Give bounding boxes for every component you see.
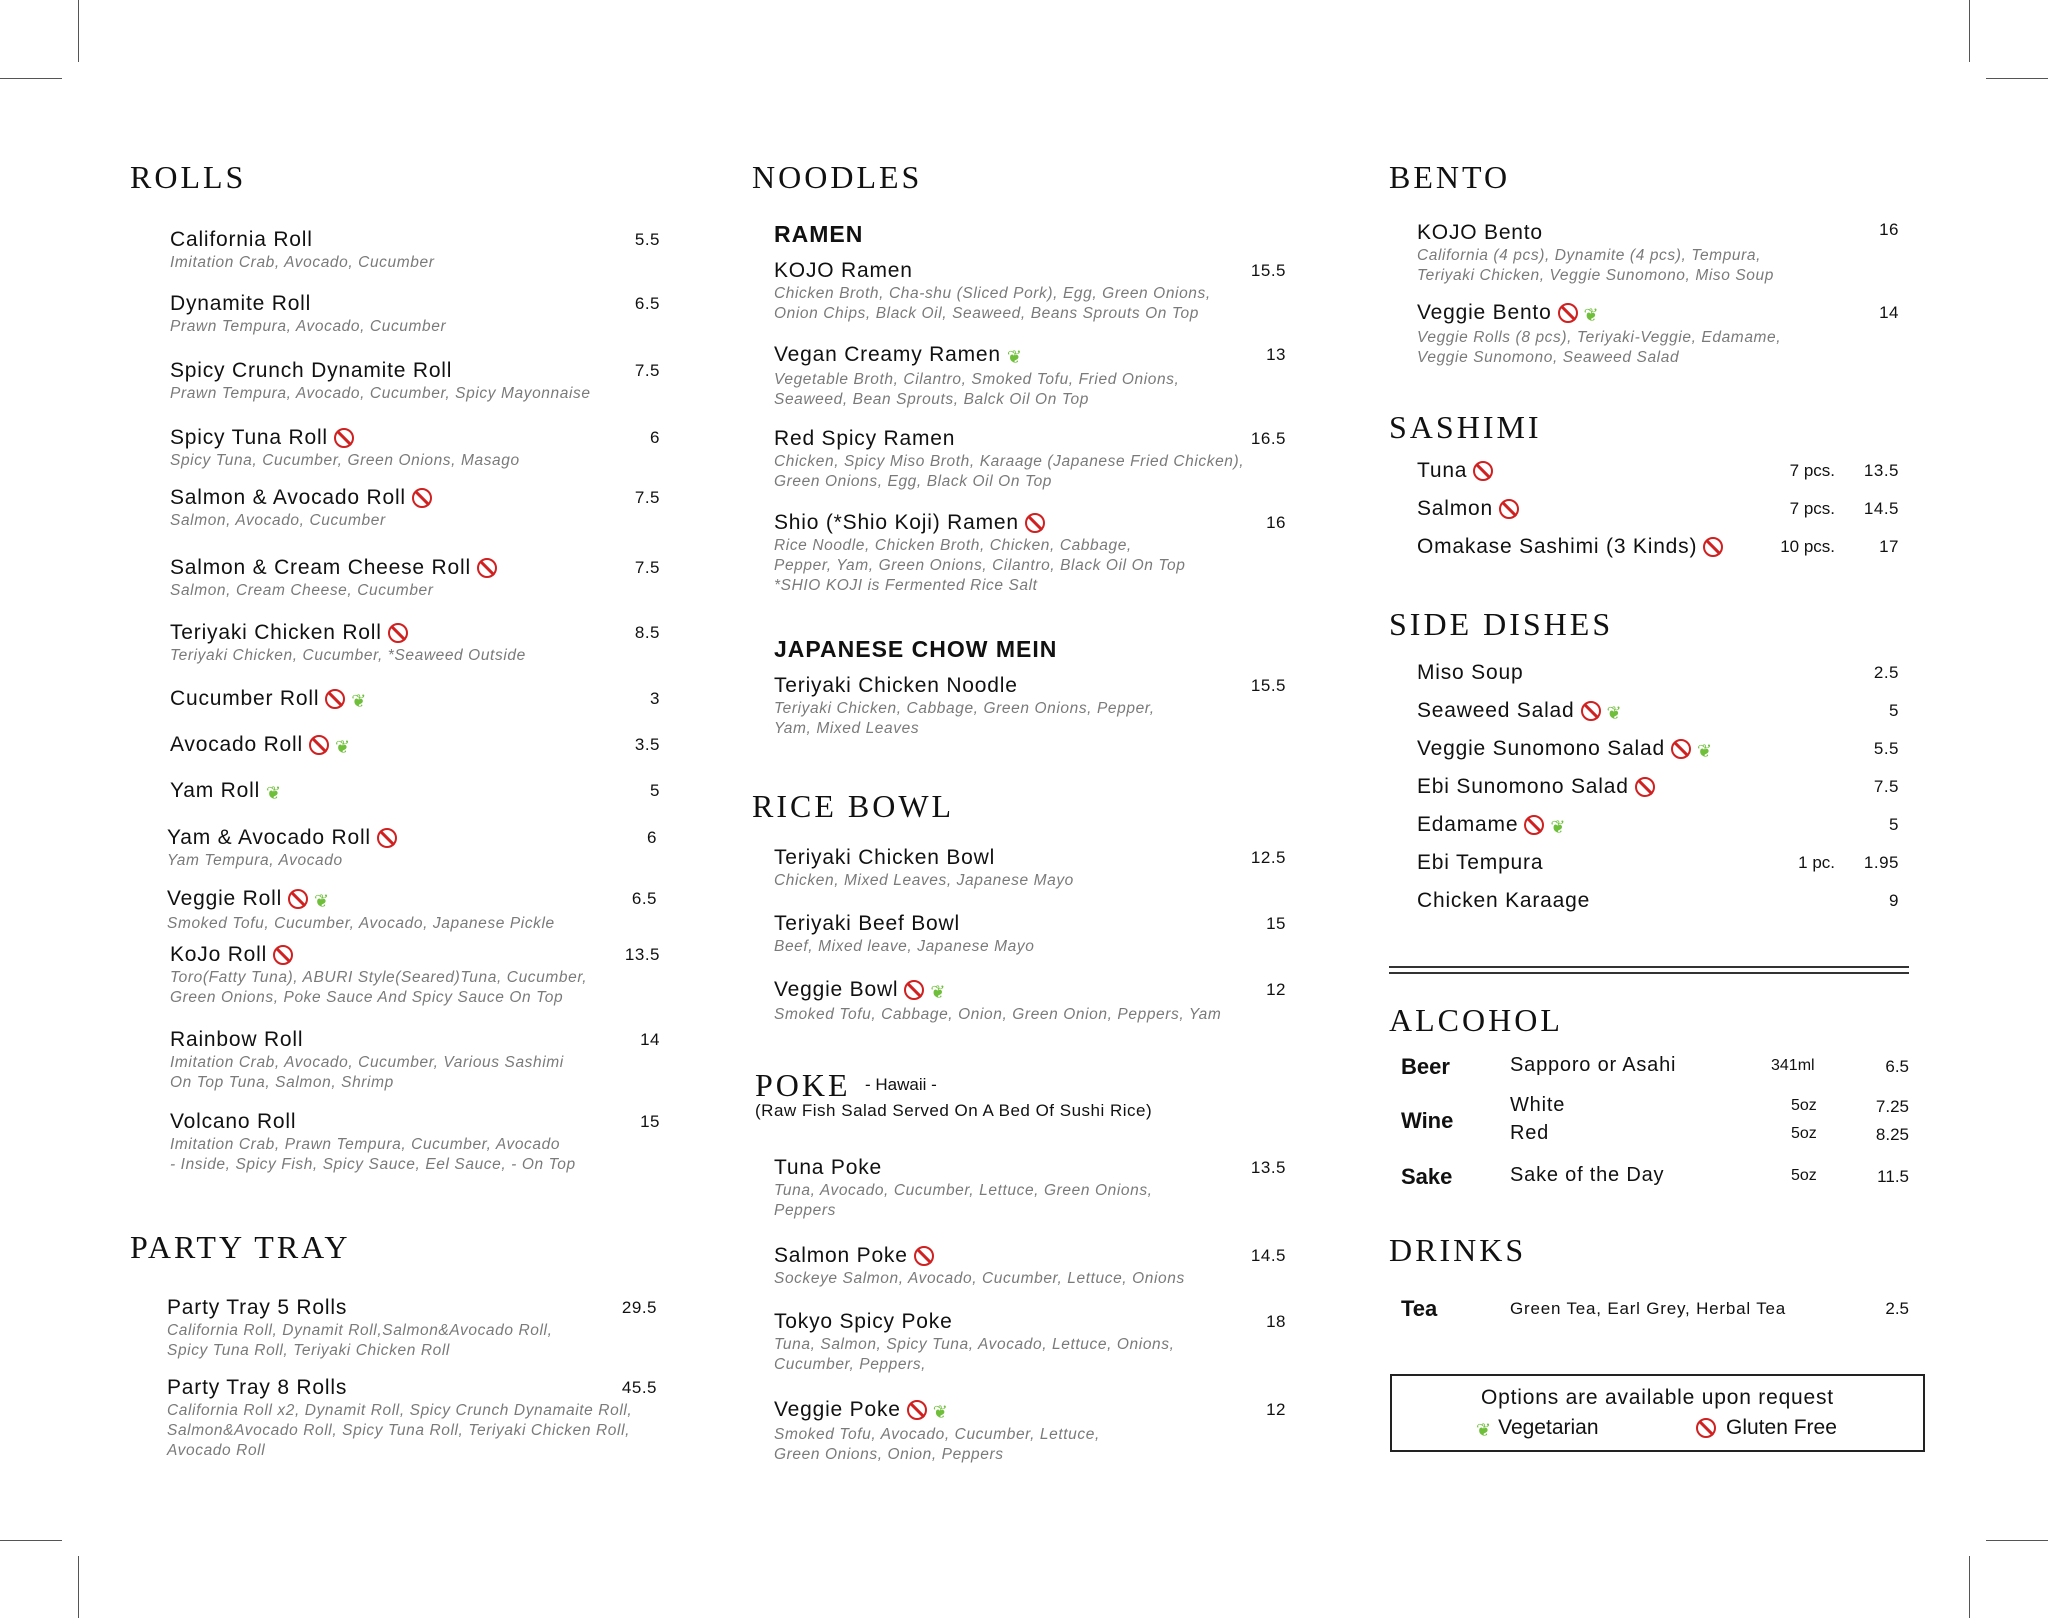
legend-box bbox=[1390, 1374, 1925, 1452]
menu-item: Veggie Bento ❦ Veggie Rolls (8 pcs), Teriyaki-Veggie, Edamame, Veggie Sunomono, Seaweed Salad 14 bbox=[1417, 301, 1899, 366]
leaf-icon: ❦ bbox=[314, 891, 327, 911]
drinks-title: DRINKS bbox=[1389, 1232, 1527, 1268]
legend-title: Options are available upon request bbox=[1481, 1386, 1834, 1409]
sake-row: Sake Sake of the Day 5oz 11.5 bbox=[1401, 1164, 1909, 1189]
menu-item: Volcano Roll Imitation Crab, Prawn Tempura, Cucumber, Avocado - Inside, Spicy Fish, Spicy Sauce, Eel Sauce, - On Top 15 bbox=[170, 1110, 660, 1173]
menu-item: Edamame ❦ 5 bbox=[1417, 812, 1899, 850]
crop-mark bbox=[78, 1556, 79, 1618]
alcohol-title: ALCOHOL bbox=[1389, 1002, 1563, 1038]
chow-mein-title: JAPANESE CHOW MEIN bbox=[774, 636, 1058, 662]
menu-item: Dynamite Roll Prawn Tempura, Avocado, Cucumber 6.5 bbox=[170, 292, 660, 335]
gluten-free-icon bbox=[1703, 537, 1723, 557]
gluten-free-icon bbox=[273, 945, 293, 965]
menu-item: Ebi Sunomono Salad 7.5 bbox=[1417, 775, 1899, 798]
menu-item: Veggie Roll ❦ Smoked Tofu, Cucumber, Avocado, Japanese Pickle 6.5 bbox=[167, 887, 657, 932]
wine-row: Wine White 5oz 7.25 Red 5oz 8.25 bbox=[1401, 1094, 1909, 1144]
poke-list bbox=[774, 1155, 1286, 1467]
menu-item: Veggie Poke ❦ Smoked Tofu, Avocado, Cucumber, Lettuce, Green Onions, Onion, Peppers 12 bbox=[774, 1398, 1286, 1463]
crop-mark bbox=[1969, 1556, 1970, 1618]
rice-bowl-list bbox=[774, 845, 1286, 1037]
menu-item: Chicken Karaage 9 bbox=[1417, 889, 1899, 912]
legend-gluten-free: Gluten Free bbox=[1690, 1416, 1837, 1440]
party-tray-list bbox=[167, 1295, 657, 1465]
menu-item: Avocado Roll ❦ 3.5 bbox=[170, 732, 660, 778]
menu-item: Miso Soup 2.5 bbox=[1417, 661, 1899, 684]
menu-item: KOJO Bento California (4 pcs), Dynamite (4 pcs), Tempura, Teriyaki Chicken, Veggie Sunomono, Miso Soup 16 bbox=[1417, 220, 1899, 284]
menu-item: Teriyaki Chicken Noodle Teriyaki Chicken, Cabbage, Green Onions, Pepper, Yam, Mixed Leaves 15.5 bbox=[774, 674, 1286, 737]
gluten-free-icon bbox=[1671, 739, 1691, 759]
side-dishes-list bbox=[1417, 660, 1899, 926]
menu-item: Teriyaki Chicken Roll Teriyaki Chicken, Cucumber, *Seaweed Outside 8.5 bbox=[170, 621, 660, 664]
menu-item: KOJO Ramen Chicken Broth, Cha-shu (Sliced Pork), Egg, Green Onions, Onion Chips, Black Oil, Seaweed, Beans Sprouts On Top 15.5 bbox=[774, 259, 1286, 322]
crop-mark bbox=[0, 1540, 62, 1541]
poke-title: POKE bbox=[755, 1067, 851, 1103]
gluten-free-icon bbox=[288, 889, 308, 909]
wine-label: Wine bbox=[1401, 1108, 1454, 1133]
menu-item: Tuna Poke Tuna, Avocado, Cucumber, Lettuce, Green Onions, Peppers 13.5 bbox=[774, 1156, 1286, 1219]
menu-item: Shio (*Shio Koji) Ramen Rice Noodle, Chicken Broth, Chicken, Cabbage, Pepper, Yam, Green Onions, Cilantro, Black Oil On Top *SHIO KOJI is Fermented Rice Salt 16 bbox=[774, 511, 1286, 594]
crop-mark bbox=[0, 78, 62, 79]
menu-item: Cucumber Roll ❦ 3 bbox=[170, 686, 660, 732]
sashimi-list bbox=[1417, 458, 1899, 572]
leaf-icon: ❦ bbox=[1476, 1420, 1489, 1440]
tea-row: Tea Green Tea, Earl Grey, Herbal Tea 2.5 bbox=[1401, 1296, 1909, 1321]
crop-mark bbox=[1969, 0, 1970, 62]
leaf-icon: ❦ bbox=[266, 783, 279, 803]
beer-row: Beer Sapporo or Asahi 341ml 6.5 bbox=[1401, 1054, 1909, 1079]
gluten-free-icon bbox=[477, 558, 497, 578]
rolls-list bbox=[167, 227, 660, 1179]
menu-item: Party Tray 5 Rolls California Roll, Dynamit Roll,Salmon&Avocado Roll, Spicy Tuna Roll, Teriyaki Chicken Roll 29.5 bbox=[167, 1296, 657, 1359]
gluten-free-icon bbox=[412, 488, 432, 508]
menu-item: Spicy Crunch Dynamite Roll Prawn Tempura, Avocado, Cucumber, Spicy Mayonnaise 7.5 bbox=[170, 359, 660, 402]
menu-item: Veggie Sunomono Salad ❦ 5.5 bbox=[1417, 736, 1899, 774]
legend-row bbox=[1392, 1410, 1923, 1444]
gluten-free-icon bbox=[1558, 303, 1578, 323]
menu-item: Tuna 7 pcs. 13.5 bbox=[1417, 459, 1899, 482]
leaf-icon: ❦ bbox=[932, 1402, 945, 1422]
poke-note: (Raw Fish Salad Served On A Bed Of Sushi Rice) bbox=[755, 1101, 1153, 1120]
menu-item: KoJo Roll Toro(Fatty Tuna), ABURI Style(Seared)Tuna, Cucumber, Green Onions, Poke Sauce And Spicy Sauce On Top 13.5 bbox=[170, 943, 660, 1006]
menu-item: Veggie Bowl ❦ Smoked Tofu, Cabbage, Onion, Green Onion, Peppers, Yam 12 bbox=[774, 978, 1286, 1023]
gluten-free-icon bbox=[388, 623, 408, 643]
menu-item: Salmon Poke Sockeye Salmon, Avocado, Cucumber, Lettuce, Onions 14.5 bbox=[774, 1244, 1286, 1287]
sashimi-title: SASHIMI bbox=[1389, 409, 1542, 445]
menu-item: Seaweed Salad ❦ 5 bbox=[1417, 698, 1899, 736]
menu-item: Salmon & Cream Cheese Roll Salmon, Cream Cheese, Cucumber 7.5 bbox=[170, 556, 660, 599]
menu-item: Omakase Sashimi (3 Kinds) 10 pcs. 17 bbox=[1417, 535, 1899, 558]
leaf-icon: ❦ bbox=[1550, 817, 1563, 837]
leaf-icon: ❦ bbox=[1006, 347, 1019, 367]
crop-mark bbox=[1986, 78, 2048, 79]
menu-item: Red Spicy Ramen Chicken, Spicy Miso Broth, Karaage (Japanese Fried Chicken), Green Onions, Egg, Black Oil On Top 16.5 bbox=[774, 427, 1286, 490]
leaf-icon: ❦ bbox=[1583, 305, 1596, 325]
menu-item: Tokyo Spicy Poke Tuna, Salmon, Spicy Tuna, Avocado, Lettuce, Onions, Cucumber, Peppers, 18 bbox=[774, 1310, 1286, 1373]
bento-list bbox=[1417, 220, 1899, 380]
menu-item: Yam & Avocado Roll Yam Tempura, Avocado 6 bbox=[167, 826, 657, 869]
leaf-icon: ❦ bbox=[334, 737, 348, 757]
menu-item: Teriyaki Beef Bowl Beef, Mixed leave, Japanese Mayo 15 bbox=[774, 912, 1286, 955]
menu-item: Salmon & Avocado Roll Salmon, Avocado, Cucumber 7.5 bbox=[170, 486, 660, 529]
poke-subtitle: - Hawaii - bbox=[865, 1075, 937, 1094]
alcohol-section bbox=[1389, 998, 1909, 1208]
tea-label: Tea bbox=[1401, 1296, 1438, 1321]
gluten-free-icon bbox=[907, 1400, 927, 1420]
chow-mein-list bbox=[774, 673, 1286, 743]
menu-item: Vegan Creamy Ramen ❦ Vegetable Broth, Cilantro, Smoked Tofu, Fried Onions, Seaweed, Bean Sprouts, Balck Oil On Top 13 bbox=[774, 343, 1286, 408]
beer-label: Beer bbox=[1401, 1054, 1450, 1079]
noodles-title: NOODLES bbox=[752, 159, 923, 195]
ramen-title: RAMEN bbox=[774, 221, 864, 247]
menu-item: Yam Roll ❦ 5 bbox=[170, 778, 660, 825]
menu-item: California Roll Imitation Crab, Avocado, Cucumber 5.5 bbox=[170, 228, 660, 271]
menu-item: Party Tray 8 Rolls California Roll x2, Dynamit Roll, Spicy Crunch Dynamaite Roll, Salmon&Avocado Roll, Spicy Tuna Roll, Teriyaki Chicken Roll, Avocado Roll 45.5 bbox=[167, 1376, 657, 1459]
legend-vegetarian: ❦ Vegetarian bbox=[1476, 1416, 1599, 1440]
gluten-free-icon bbox=[914, 1246, 934, 1266]
menu-item: Spicy Tuna Roll Spicy Tuna, Cucumber, Green Onions, Masago 6 bbox=[170, 426, 660, 469]
party-tray-title: PARTY TRAY bbox=[130, 1229, 351, 1265]
drinks-section bbox=[1389, 1228, 1909, 1328]
rice-bowl-title: RICE BOWL bbox=[752, 788, 955, 824]
leaf-icon: ❦ bbox=[930, 982, 943, 1002]
bento-title: BENTO bbox=[1389, 159, 1511, 195]
menu-item: Ebi Tempura 1 pc. 1.95 bbox=[1417, 851, 1899, 874]
gluten-free-icon bbox=[1696, 1418, 1716, 1438]
gluten-free-icon bbox=[377, 828, 397, 848]
ramen-list bbox=[774, 258, 1286, 610]
leaf-icon: ❦ bbox=[1696, 741, 1710, 761]
side-dishes-title: SIDE DISHES bbox=[1389, 606, 1614, 642]
crop-mark bbox=[78, 0, 79, 62]
sake-label: Sake bbox=[1401, 1164, 1453, 1189]
leaf-icon: ❦ bbox=[1606, 703, 1619, 723]
gluten-free-icon bbox=[1473, 461, 1493, 481]
gluten-free-icon bbox=[1499, 499, 1519, 519]
poke-heading bbox=[755, 1063, 1295, 1133]
gluten-free-icon bbox=[1524, 815, 1544, 835]
gluten-free-icon bbox=[309, 735, 329, 755]
crop-mark bbox=[1986, 1540, 2048, 1541]
gluten-free-icon bbox=[334, 428, 354, 448]
rolls-title: ROLLS bbox=[130, 159, 247, 195]
leaf-icon: ❦ bbox=[351, 691, 364, 711]
menu-item: Teriyaki Chicken Bowl Chicken, Mixed Leaves, Japanese Mayo 12.5 bbox=[774, 846, 1286, 889]
gluten-free-icon bbox=[904, 980, 924, 1000]
gluten-free-icon bbox=[1581, 701, 1601, 721]
gluten-free-icon bbox=[325, 689, 345, 709]
section-divider bbox=[1389, 966, 1909, 974]
menu-item: Salmon 7 pcs. 14.5 bbox=[1417, 497, 1899, 520]
menu-item: Rainbow Roll Imitation Crab, Avocado, Cucumber, Various Sashimi On Top Tuna, Salmon, Shrimp 14 bbox=[170, 1028, 660, 1091]
gluten-free-icon bbox=[1635, 777, 1655, 797]
gluten-free-icon bbox=[1025, 513, 1045, 533]
